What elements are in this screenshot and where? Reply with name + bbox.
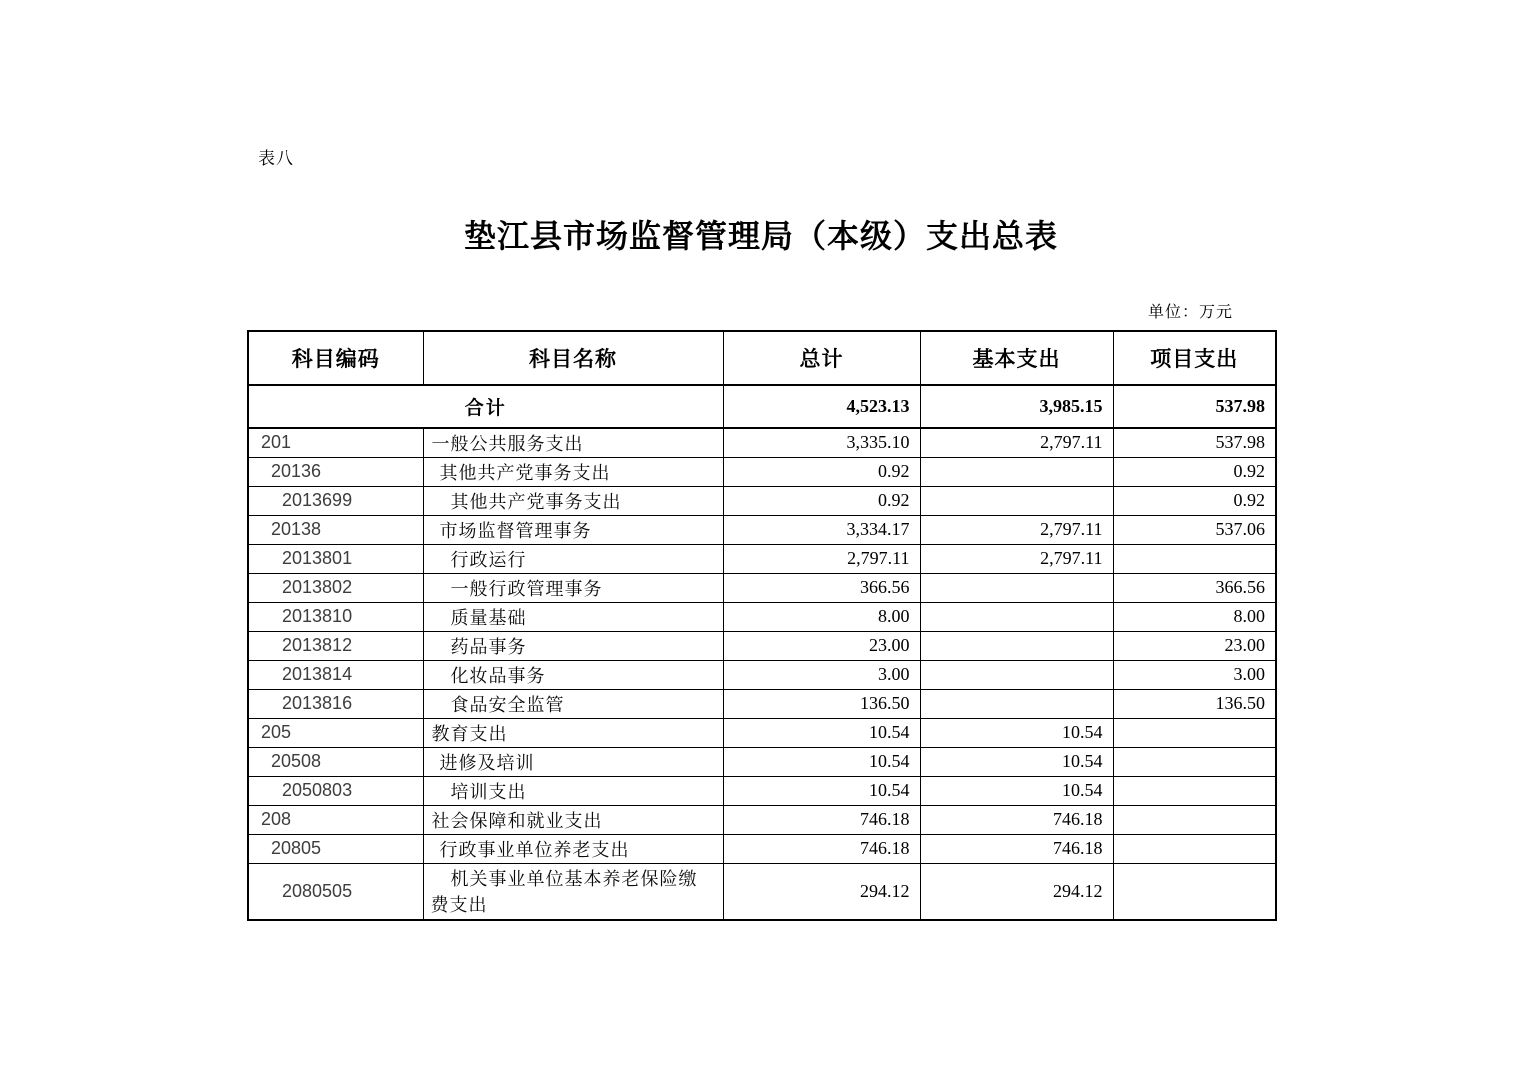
total-cell: 746.18	[723, 834, 920, 863]
subject-name-cell: 其他共产党事务支出	[423, 457, 723, 486]
header-row	[248, 331, 1276, 385]
total-row-project: 537.98	[1113, 385, 1276, 428]
basic-cell	[920, 689, 1113, 718]
unit-label: 单位：万元	[1147, 304, 1233, 321]
subject-code-cell: 20138	[248, 515, 423, 544]
table-row	[248, 631, 1276, 660]
project-cell	[1113, 776, 1276, 805]
total-cell: 136.50	[723, 689, 920, 718]
project-cell	[1113, 834, 1276, 863]
basic-cell: 746.18	[920, 834, 1113, 863]
project-cell: 0.92	[1113, 457, 1276, 486]
total-cell: 10.54	[723, 747, 920, 776]
project-cell	[1113, 747, 1276, 776]
total-cell: 10.54	[723, 718, 920, 747]
table-row	[248, 544, 1276, 573]
table-row	[248, 863, 1276, 920]
total-cell: 746.18	[723, 805, 920, 834]
subject-code-cell: 205	[248, 718, 423, 747]
page-title: 垫江县市场监督管理局（本级）支出总表	[463, 218, 1058, 254]
basic-cell: 2,797.11	[920, 428, 1113, 457]
subject-name-cell: 化妆品事务	[423, 660, 723, 689]
project-cell	[1113, 863, 1276, 920]
total-cell: 3,334.17	[723, 515, 920, 544]
basic-cell	[920, 602, 1113, 631]
project-cell: 23.00	[1113, 631, 1276, 660]
subject-code-cell: 2013699	[248, 486, 423, 515]
table-row	[248, 428, 1276, 457]
subject-name-cell: 一般公共服务支出	[423, 428, 723, 457]
subject-code-cell: 2013816	[248, 689, 423, 718]
subject-code-cell: 2050803	[248, 776, 423, 805]
subject-name-cell: 质量基础	[423, 602, 723, 631]
subject-code-cell: 2080505	[248, 863, 423, 920]
table-row	[248, 718, 1276, 747]
subject-name-cell: 进修及培训	[423, 747, 723, 776]
total-cell: 0.92	[723, 457, 920, 486]
total-cell: 2,797.11	[723, 544, 920, 573]
project-cell: 537.98	[1113, 428, 1276, 457]
subject-code-cell: 201	[248, 428, 423, 457]
total-cell: 8.00	[723, 602, 920, 631]
subject-name-cell: 机关事业单位基本养老保险缴费支出	[423, 863, 723, 920]
expenditure-table	[247, 330, 1277, 921]
subject-name-cell: 市场监督管理事务	[423, 515, 723, 544]
basic-cell: 10.54	[920, 747, 1113, 776]
project-cell	[1113, 805, 1276, 834]
table-row	[248, 486, 1276, 515]
basic-cell	[920, 573, 1113, 602]
total-cell: 3.00	[723, 660, 920, 689]
project-cell: 3.00	[1113, 660, 1276, 689]
table-row	[248, 747, 1276, 776]
subject-code-cell: 20508	[248, 747, 423, 776]
total-cell: 23.00	[723, 631, 920, 660]
subject-code-cell: 2013810	[248, 602, 423, 631]
subject-code-cell: 2013801	[248, 544, 423, 573]
subject-name-cell: 药品事务	[423, 631, 723, 660]
table-row	[248, 660, 1276, 689]
basic-cell: 10.54	[920, 776, 1113, 805]
subject-code-cell: 20136	[248, 457, 423, 486]
basic-cell	[920, 660, 1113, 689]
total-row	[248, 385, 1276, 428]
column-header-subject-name: 科目名称	[423, 331, 723, 385]
table-row	[248, 805, 1276, 834]
subject-code-cell: 208	[248, 805, 423, 834]
subject-name-cell: 教育支出	[423, 718, 723, 747]
project-cell	[1113, 718, 1276, 747]
total-cell: 294.12	[723, 863, 920, 920]
total-row-total: 4,523.13	[723, 385, 920, 428]
table-number-label: 表八	[258, 149, 294, 168]
basic-cell	[920, 486, 1113, 515]
project-cell: 366.56	[1113, 573, 1276, 602]
subject-code-cell: 2013802	[248, 573, 423, 602]
subject-name-cell: 行政运行	[423, 544, 723, 573]
basic-cell: 746.18	[920, 805, 1113, 834]
project-cell: 0.92	[1113, 486, 1276, 515]
subject-code-cell: 20805	[248, 834, 423, 863]
total-row-basic: 3,985.15	[920, 385, 1113, 428]
total-cell: 10.54	[723, 776, 920, 805]
project-cell: 136.50	[1113, 689, 1276, 718]
basic-cell: 2,797.11	[920, 515, 1113, 544]
subject-code-cell: 2013814	[248, 660, 423, 689]
column-header-subject-code: 科目编码	[248, 331, 423, 385]
table-row	[248, 602, 1276, 631]
project-cell	[1113, 544, 1276, 573]
total-row-label: 合计	[248, 385, 723, 428]
table-row	[248, 689, 1276, 718]
subject-name-cell: 培训支出	[423, 776, 723, 805]
basic-cell: 294.12	[920, 863, 1113, 920]
basic-cell: 10.54	[920, 718, 1113, 747]
table-row	[248, 834, 1276, 863]
table-row	[248, 515, 1276, 544]
project-cell: 537.06	[1113, 515, 1276, 544]
table-row	[248, 776, 1276, 805]
subject-name-cell: 社会保障和就业支出	[423, 805, 723, 834]
column-header-project: 项目支出	[1113, 331, 1276, 385]
total-cell: 366.56	[723, 573, 920, 602]
column-header-basic: 基本支出	[920, 331, 1113, 385]
subject-code-cell: 2013812	[248, 631, 423, 660]
total-cell: 0.92	[723, 486, 920, 515]
subject-name-cell: 一般行政管理事务	[423, 573, 723, 602]
basic-cell	[920, 631, 1113, 660]
table-header	[248, 331, 1276, 385]
total-cell: 3,335.10	[723, 428, 920, 457]
subject-name-cell: 行政事业单位养老支出	[423, 834, 723, 863]
subject-name-cell: 其他共产党事务支出	[423, 486, 723, 515]
table-row	[248, 573, 1276, 602]
basic-cell: 2,797.11	[920, 544, 1113, 573]
project-cell: 8.00	[1113, 602, 1276, 631]
column-header-total: 总计	[723, 331, 920, 385]
basic-cell	[920, 457, 1113, 486]
table-row	[248, 457, 1276, 486]
subject-name-cell: 食品安全监管	[423, 689, 723, 718]
